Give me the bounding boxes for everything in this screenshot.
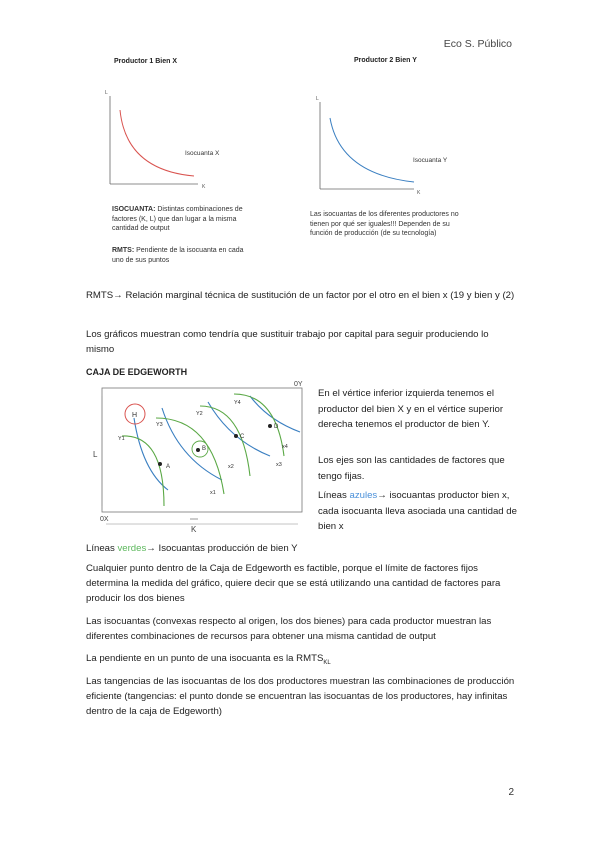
- side-p3: [318, 488, 518, 535]
- isocuanta-term: ISOCUANTA:: [112, 206, 156, 213]
- right-curve-label: Isocuanta Y: [413, 157, 448, 164]
- label-x1: x1: [210, 490, 216, 496]
- rmts-def: Pendiente de la isocuanta en cada uno de sus puntos: [112, 247, 244, 264]
- label-y4: Y4: [234, 400, 241, 406]
- page-number: 2: [508, 787, 514, 798]
- p-pendiente: [86, 651, 518, 671]
- side-p3-a: Líneas: [318, 490, 350, 501]
- side-p1: En el vértice inferior izquierda tenemos el productor del bien X y en el vértice superior derecha tenemos el productor de bien Y.: [318, 388, 504, 430]
- verdes-line: [86, 541, 518, 556]
- label-b: B: [202, 446, 207, 452]
- label-x3: x3: [276, 462, 282, 468]
- p-cualquier: Cualquier punto dentro de la Caja de Edgeworth es factible, porque el límite de factores fijos determina la medida del gráfico, quiere decir que se está utilizando una cantidad de factores para producir los dos bienes: [86, 563, 501, 604]
- label-y3: Y3: [156, 422, 163, 428]
- label-x2: x2: [228, 464, 234, 470]
- right-axis-y: L: [316, 96, 319, 102]
- label-l: L: [93, 450, 98, 459]
- left-isoquant-curve: [120, 110, 194, 176]
- verdes-a: Líneas: [86, 543, 118, 554]
- left-curve-label: Isocuanta X: [185, 150, 220, 157]
- left-axis-x: K: [202, 184, 206, 190]
- rmts-caption: [112, 246, 254, 265]
- isocuanta-caption: [112, 205, 254, 234]
- rmts-term: RMTS:: [112, 247, 135, 254]
- left-fig-title: Productor 1 Bien X: [114, 58, 178, 65]
- label-oy: 0Y: [294, 381, 303, 388]
- right-fig-title: Productor 2 Bien Y: [354, 57, 417, 64]
- p-pendiente-sub: KL: [323, 659, 331, 666]
- side-p2: Los ejes son las cantidades de factores que tengo fijas.: [318, 455, 505, 482]
- verdes-word: verdes: [117, 543, 147, 554]
- rmts-line: RMTS→ Relación marginal técnica de sustitución de un factor por el otro en el bien x (19 y bien y (2): [86, 290, 515, 301]
- point-a: [158, 462, 162, 466]
- point-c: [234, 434, 238, 438]
- edgeworth-box: [86, 378, 316, 543]
- left-axis-y: L: [105, 90, 108, 96]
- p-isocuantas: Las isocuantas (convexas respecto al origen, los dos bienes) para cada productor muestran las diferentes combinaciones de recursos para obtener una misma cantidad de output: [86, 616, 492, 642]
- label-y1: Y1: [118, 436, 125, 442]
- isocuanta-def: Distintas combinaciones de factores (K, L) que dan lugar a la misma cantidad de output: [112, 206, 243, 232]
- header-course: Eco S. Público: [443, 38, 512, 50]
- point-d: [268, 424, 272, 428]
- caja-title: CAJA DE EDGEWORTH: [86, 367, 188, 377]
- p-pendiente-text: La pendiente en un punto de una isocuanta es la RMTS: [86, 653, 324, 664]
- label-y2: Y2: [196, 411, 203, 417]
- graficos-line: Los gráficos muestran como tendría que sustituir trabajo por capital para seguir produciendo lo mismo: [86, 329, 489, 355]
- right-axis-x: K: [417, 190, 421, 196]
- label-ox: 0X: [100, 516, 109, 523]
- verdes-b: → Isocuantas producción de bien Y: [146, 543, 298, 554]
- label-a: A: [166, 464, 171, 470]
- label-k: K: [191, 525, 197, 534]
- side-p3-blue: azules: [349, 490, 378, 501]
- point-b: [196, 448, 200, 452]
- right-isoquant-curve: [330, 118, 414, 182]
- label-x4: x4: [282, 444, 288, 450]
- p-tangencias: Las tangencias de las isocuantas de los dos productores muestran las combinaciones de producción eficiente (tangencias: el punto donde se encuentran las isocuantas de los productores, hay infinitas dentro de la caja de Edgeworth): [86, 676, 515, 717]
- label-d: D: [274, 424, 279, 430]
- right-note: Las isocuantas de los diferentes productores no tienen por qué ser iguales!!! Dependen de su función de producción (de su tecnología): [310, 211, 459, 237]
- label-h: H: [132, 412, 138, 419]
- side-p3-b: → isocuantas productor bien x, cada isocuanta lleva asociada una cantidad de bien x: [318, 490, 517, 532]
- label-c: C: [240, 434, 245, 440]
